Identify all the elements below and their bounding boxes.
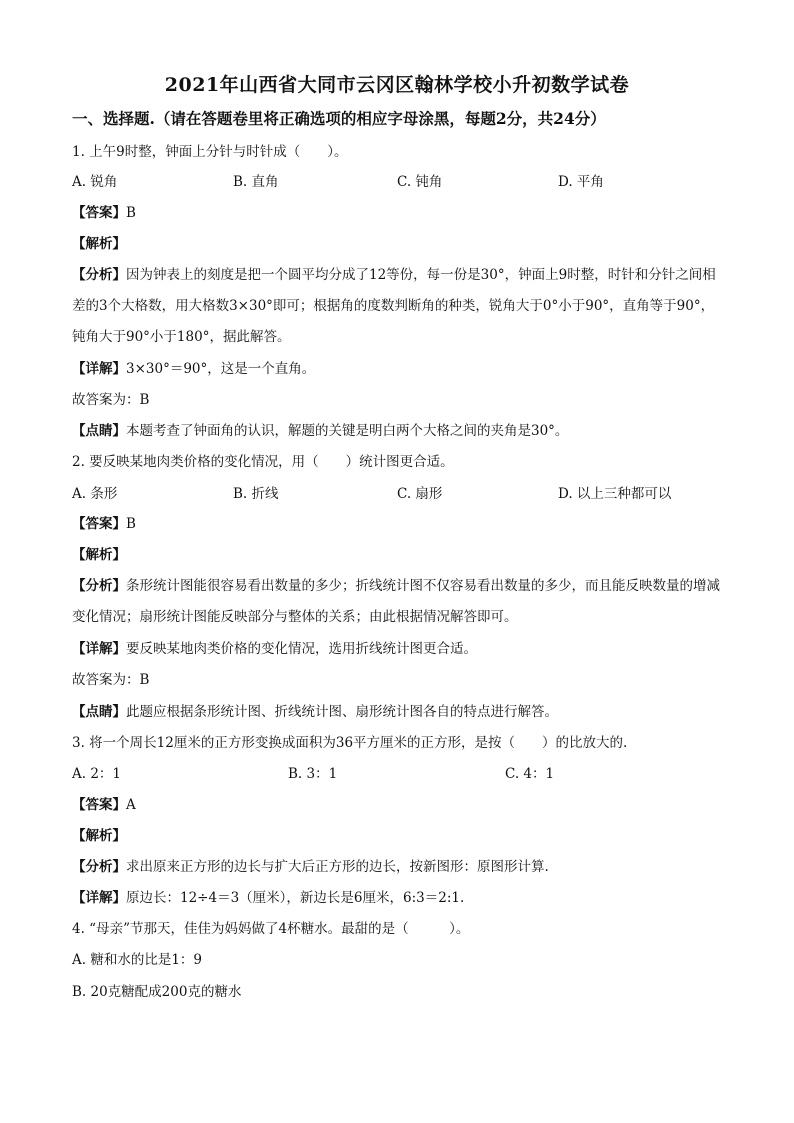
detail-text: 要反映某地肉类价格的变化情况，选用折线统计图更合适。 <box>126 641 477 657</box>
q1-detail <box>72 359 315 379</box>
q2-comment <box>72 702 558 722</box>
detail-tag: 【详解】 <box>72 361 126 377</box>
q3-jiexi: 【解析】 <box>72 828 126 844</box>
detail-tag: 【详解】 <box>72 641 126 657</box>
q3-stem: 3. 将一个周长12厘米的正方形变换成面积为36平方厘米的正方形，是按（ ）的比放大的. <box>72 735 628 751</box>
q2-analysis <box>72 571 722 633</box>
analysis-text: 因为钟表上的刻度是把一个圆平均分成了12等份，每一份是30°，钟面上9时整，时针和分针之间相差的3个大格数，用大格数3×30°即可；根据角的度数判断角的种类，锐角大于0°小于90°，直角等于90°，钝角大于90°小于180°，据此解答。 <box>72 267 716 345</box>
answer-tag: 【答案】 <box>72 205 126 221</box>
q2-jiexi: 【解析】 <box>72 547 126 563</box>
q2-answer <box>72 514 136 534</box>
q3-option-c: C. 4：1 <box>505 766 555 782</box>
analysis-text: 求出原来正方形的边长与扩大后正方形的边长，按新图形：原图形计算. <box>126 859 549 875</box>
detail-tag: 【详解】 <box>72 890 126 906</box>
comment-text: 本题考查了钟面角的认识，解题的关键是明白两个大格之间的夹角是30°。 <box>126 423 569 439</box>
comment-tag: 【点睛】 <box>72 423 126 439</box>
comment-tag: 【点睛】 <box>72 704 126 720</box>
q1-final: 故答案为：B <box>72 392 150 408</box>
answer-tag: 【答案】 <box>72 797 126 813</box>
q3-detail <box>72 888 464 908</box>
analysis-text: 条形统计图能很容易看出数量的多少；折线统计图不仅容易看出数量的多少，而且能反映数量的增减变化情况；扇形统计图能反映部分与整体的关系；由此根据情况解答即可。 <box>72 578 720 625</box>
q2-stem: 2. 要反映某地肉类价格的变化情况，用（ ）统计图更合适。 <box>72 454 454 470</box>
answer-value: A <box>126 797 136 813</box>
analysis-tag: 【分析】 <box>72 267 126 283</box>
section-heading: 一、选择题.（请在答题卷里将正确选项的相应字母涂黑，每题2分，共24分） <box>72 109 606 128</box>
q1-option-a: A. 锐角 <box>72 174 118 190</box>
q2-option-c: C. 扇形 <box>397 486 443 502</box>
answer-tag: 【答案】 <box>72 516 126 532</box>
exam-title: 2021年山西省大同市云冈区翰林学校小升初数学试卷 <box>164 74 630 96</box>
q4-option-a: A. 糖和水的比是1：9 <box>72 952 203 968</box>
q3-analysis <box>72 857 549 877</box>
answer-value: B <box>126 516 136 532</box>
q4-option-b: B. 20克糖配成200克的糖水 <box>72 984 242 1000</box>
q4-stem: 4. “母亲”节那天，佳佳为妈妈做了4杯糖水。最甜的是（ ）。 <box>72 921 470 937</box>
detail-text: 3×30°＝90°，这是一个直角。 <box>126 361 316 377</box>
q2-option-a: A. 条形 <box>72 486 118 502</box>
answer-value: B <box>126 205 136 221</box>
q3-option-b: B. 3：1 <box>288 766 338 782</box>
comment-text: 此题应根据条形统计图、折线统计图、扇形统计图各自的特点进行解答。 <box>126 704 558 720</box>
q1-answer <box>72 203 136 223</box>
q2-detail <box>72 639 477 659</box>
detail-text: 原边长：12÷4＝3（厘米），新边长是6厘米，6:3＝2:1. <box>126 890 465 906</box>
q1-stem: 1. 上午9时整，钟面上分针与时针成（ ）。 <box>72 144 348 160</box>
q1-comment <box>72 421 568 441</box>
q3-option-a: A. 2：1 <box>72 766 122 782</box>
analysis-tag: 【分析】 <box>72 859 126 875</box>
analysis-tag: 【分析】 <box>72 578 126 594</box>
q2-option-b: B. 折线 <box>233 486 279 502</box>
q1-option-c: C. 钝角 <box>397 174 443 190</box>
q1-option-b: B. 直角 <box>233 174 279 190</box>
q2-option-d: D. 以上三种都可以 <box>558 486 672 502</box>
q3-answer <box>72 795 136 815</box>
q2-final: 故答案为：B <box>72 672 150 688</box>
q1-option-d: D. 平角 <box>558 174 604 190</box>
q1-jiexi: 【解析】 <box>72 236 126 252</box>
q1-analysis <box>72 260 722 353</box>
